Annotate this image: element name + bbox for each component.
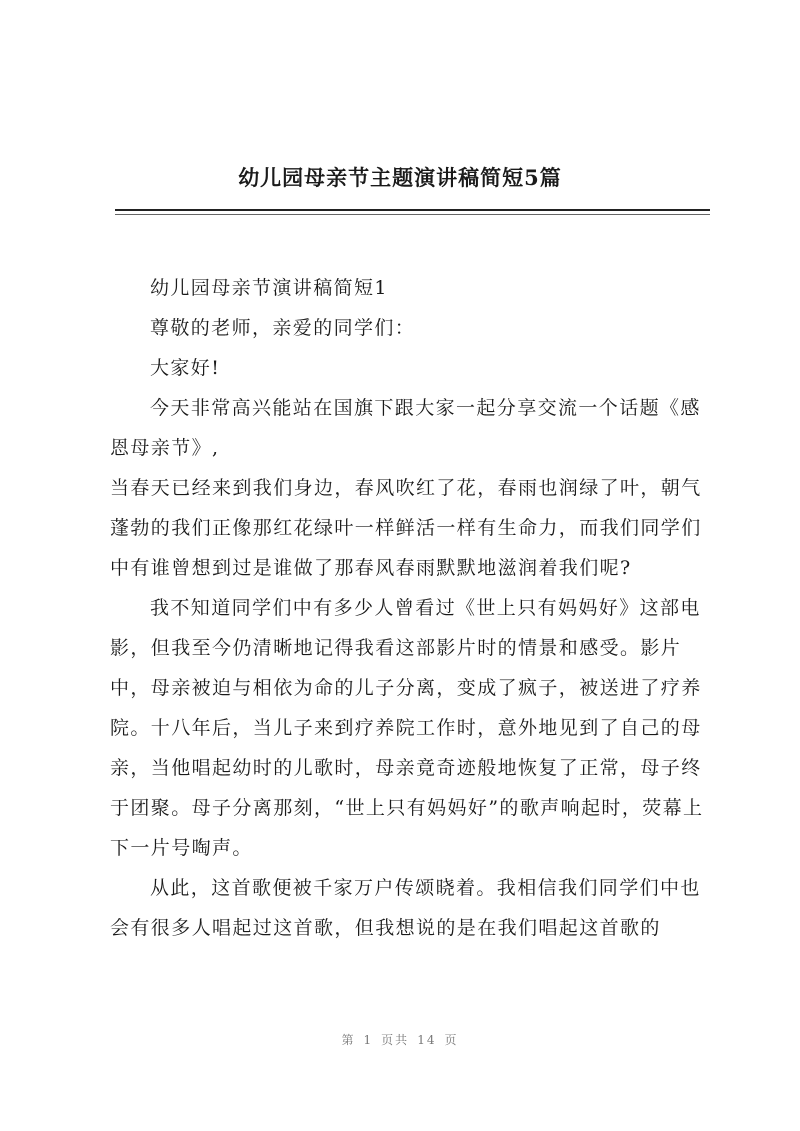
footer-total-pages: 14: [417, 1033, 437, 1047]
footer-label-page: 第: [341, 1033, 356, 1047]
document-body: [110, 268, 710, 948]
document-title: 幼儿园母亲节主题演讲稿简短5篇: [238, 165, 562, 190]
footer-label-end: 页: [444, 1033, 459, 1047]
paragraph-1: 今天非常高兴能站在国旗下跟大家一起分享交流一个话题《感恩母亲节》,: [110, 397, 701, 459]
footer-page-number: 1: [363, 1033, 374, 1047]
paragraph-4: 从此，这首歌便被千家万户传颂晓着。我相信我们同学们中也会有很多人唱起过这首歌，但我想说的是在我们唱起这首歌的: [110, 877, 701, 939]
footer-label-of: 页共: [381, 1033, 410, 1047]
salutation: 尊敬的老师，亲爱的同学们：: [150, 317, 416, 339]
title-underline-thin: [115, 214, 710, 215]
paragraph-3: 我不知道同学们中有多少人曾看过《世上只有妈妈好》这部电影，但我至今仍清晰地记得我看这部影片时的情景和感受。影片中，母亲被迫与相依为命的儿子分离，变成了疯子，被送进了疗养院。十八年后，当儿子来到疗养院工作时，意外地见到了自己的母亲，当他唱起幼时的儿歌时，母亲竟奇迹般地恢复了正常，母子终于团聚。母子分离那刻，“世上只有妈妈好”的歌声响起时，荧幕上下一片号啕声。: [110, 597, 704, 859]
paragraph-2: 当春天已经来到我们身边，春风吹红了花，春雨也润绿了叶，朝气蓬勃的我们正像那红花绿叶一样鲜活一样有生命力，而我们同学们中有谁曾想到过是谁做了那春风春雨默默地滋润着我们呢?: [110, 477, 702, 579]
page-footer: [0, 1031, 800, 1048]
title-underline-thick: [115, 209, 710, 211]
speech-heading: 幼儿园母亲节演讲稿简短1: [150, 277, 388, 299]
greeting: 大家好!: [150, 357, 221, 379]
